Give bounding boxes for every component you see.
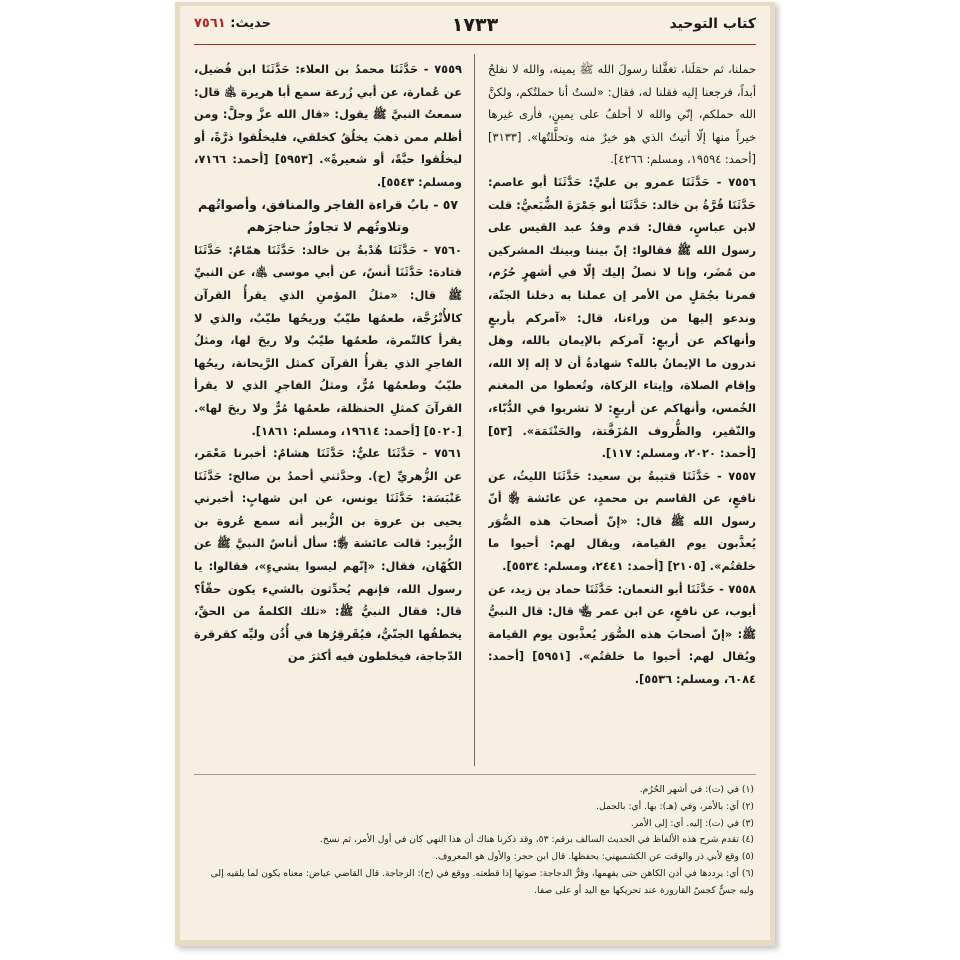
footnote-rule	[194, 774, 756, 775]
hadith-label: حديث:	[230, 16, 272, 31]
footnote-5: (٥) وقع لأبي ذر والوقت عن الكشميهني: يحفظها. قال ابن حجر: والأول هو المعروف.	[434, 851, 754, 863]
left-column	[194, 58, 462, 766]
footnote-4: (٤) تقدم شرح هذه الألفاظ في الحديث السالف برقم: ٥٣، وقد ذكرنا هناك أن هذا النهي كان في أول الأمر، ثم نسخ.	[319, 834, 754, 846]
hadith-7558: ٧٥٥٨ - حَدَّثَنَا أبو النعمان: حَدَّثَنَا حماد بن زيد، عن أيوب، عن نافعٍ، عن ابن عمر ﵄ قال: قال النبيُّ ﷺ: «إنّ أصحابَ هذه الصُّوَر يُعذَّبون يوم القيامة ويُقال لهم: أحيوا ما خلقتُم». [٥٩٥١] [أحمد: ٦٠٨٤، ومسلم: ٥٥٣٦].	[488, 581, 756, 687]
footnotes	[196, 782, 754, 900]
footnote-2: (٢) أي: بالأمر، وفي (هـ): بها. أي: بالجمل.	[596, 800, 754, 812]
header-rule	[194, 44, 756, 45]
hadith-7560: ٧٥٦٠ - حَدَّثَنَا هُدْبةُ بن خالد: حَدَّثَنَا همّامٌ: حَدَّثَنَا قتادة: حَدَّثَنَا أنسٌ، عن أبي موسى ﵁، عن النبيِّ ﷺ قال: «مثلُ المؤمنِ الذي يقرأُ القرآن كالأُتْرُجَّة، طعمُها طيّبٌ وريحُها طيّبٌ، والذي لا يقرأ كالتّمرة، طعمُها طيّبٌ ولا ريحَ لها، ومثلُ الفاجرِ الذي يقرأُ القرآن كمثل الرَّيحانة، ريحُها طيّبٌ وطعمُها مُرٌّ، ومثلُ الفاجرِ الذي لا يقرأ القرآنَ كمثلِ الحنظلة، طعمُها مُرٌّ ولا ريحَ لها». [٥٠٢٠] [أحمد: ١٩٦١٤، ومسلم: ١٨٦١].	[194, 242, 462, 438]
hadith-7559: ٧٥٥٩ - حَدَّثَنَا محمدُ بن العلاء: حَدَّثَنَا ابن فُضيل، عن عُمارة، عن أبي زُرعة سمع أبا هريرة ﵁ قال: سمعتُ النبيَّ ﷺ يقول: «قال الله عزَّ وجلَّ: ومن أظلم ممن ذهبَ يخلُقُ كخلقي، فليخلُقوا ذرَّةً، أو ليخلُقوا حبَّةً، أو شعيرةً». [٥٩٥٣] [أحمد: ٧١٦٦، ومسلم: ٥٥٤٣].	[194, 62, 462, 189]
right-paragraph-continuation: حملنا، ثم حمَلَنا، تغفَّلنا رسولَ الله ﷺ يمينه، والله لا نفلحُ أبداً، فرجعنا إليه فقلنا له، فقال: «لستُ أنا حملتُكم، ولكنَّ الله حملكم، إنّي والله لا أحلفُ على يمينٍ، فأرى غيرها خيراً منها إلّا أتيتُ الذي هو خيرٌ منه وتحلَّلتُها». [٣١٣٣] [أحمد: ١٩٥٩٤، ومسلم: ٤٢٦٦].	[488, 62, 756, 167]
footnote-3: (٣) في (ت): إليه. أي: إلى الأمر.	[630, 817, 754, 829]
right-column	[488, 58, 756, 766]
hadith-number: ٧٥٦١	[194, 16, 226, 31]
book-title: كتاب التوحيد	[669, 16, 756, 32]
page-header	[194, 14, 756, 40]
hadith-7556: ٧٥٥٦ - حَدَّثَنَا عمرو بن عليٍّ: حَدَّثَنَا أبو عاصم: حَدَّثَنَا قُرَّةُ بن خالد: حَدَّثَنَا أبو جَمْرَةَ الضُّبَعيُّ: قلت لابن عباسٍ، فقال: قدم وفدُ عبد القيس على رسول الله ﷺ فقالوا: إنّ بيننا وبينك المشركين من مُضَر، وإنا لا نصلُ إليك إلّا في أشهرٍ حُرُم، فمرنا بجُمَلٍ من الأمر إن عملنا به دخلنا الجنّة، وندعو إليها من وراءنا، قال: «آمركم بأربعٍ وأنهاكم عن أربعٍ: آمركم بالإيمان بالله، وهل تدرون ما الإيمانُ بالله؟ شهادةُ أن لا إله إلا الله، وإقام الصلاة، وإيتاء الزكاة، وتُعطوا من المغنم الخُمس، وأنهاكم عن أربعٍ: لا تشربوا في الدُّبّاء، والنّقير، والظُّروف المُزَفَّتة، والحَنْتَمَة». [٥٣] [أحمد: ٢٠٢٠، ومسلم: ١١٧].	[488, 174, 756, 461]
column-divider	[474, 54, 475, 766]
footnote-6: (٦) أي: يرددها في أذن الكاهن حتى يفهمها، وقرُّ الدجاجة: صوتها إذا قطعته. ووقع في (ح): الزجاجة. قال القاضي عياض: معناه يكون لما يلقيه إلى وليه جسٌّ كجسّ القارورة عند تحريكها مع اليد أو على صفا.	[210, 867, 754, 896]
hadith-range	[194, 16, 271, 31]
page-number: ١٧٣٣	[451, 14, 499, 36]
chapter-heading: ٥٧ - بابُ قراءة الفاجر والمنافق، وأصواتُهم وتلاوتُهم لا تجاوزُ حناجرَهم	[197, 196, 459, 235]
book-page	[180, 6, 770, 940]
footnote-1: (١) في (ت): في أشهر الحُرُم.	[639, 784, 754, 795]
hadith-7557: ٧٥٥٧ - حَدَّثَنَا قتيبةُ بن سعيد: حَدَّثَنَا الليثُ، عن نافعٍ، عن القاسم بن محمدٍ، عن عائشة ﵂ أنّ رسول الله ﷺ قال: «إنّ أصحابَ هذه الصُّوَر يُعذَّبون يوم القيامة، ويقال لهم: أحيوا ما خلقتُم». [٢١٠٥] [أحمد: ٢٤٤١، ومسلم: ٥٥٣٤].	[488, 468, 756, 574]
hadith-7561: ٧٥٦١ - حَدَّثَنَا عليٌّ: حَدَّثَنَا هشامٌ: أخبرنا مَعْمَر، عن الزُّهريِّ (ح). وحدَّثني أحمدُ بن صالح: حَدَّثَنَا عَنْبَسَة: حَدَّثَنَا يونس، عن ابن شهابٍ: أخبرني يحيى بن عروة بن الزُّبير أنه سمع عُروة بن الزُّبير: قالت عائشة ﵂: سأل أناسٌ النبيَّ ﷺ عن الكُهّان، فقال: «إنّهم ليسوا بشيءٍ»، فقالوا: يا رسول الله، فإنهم يُحدِّثون بالشيء يكون حقّاً؟ قال: فقال النبيُّ ﷺ: «تلك الكلمةُ من الحقِّ، يخطفُها الجنّيُّ، فيُقَرقِرُها في أُذُن وليِّه كقرقرة الدّجاجة، فيخلطون فيه أكثرَ من	[194, 446, 462, 664]
